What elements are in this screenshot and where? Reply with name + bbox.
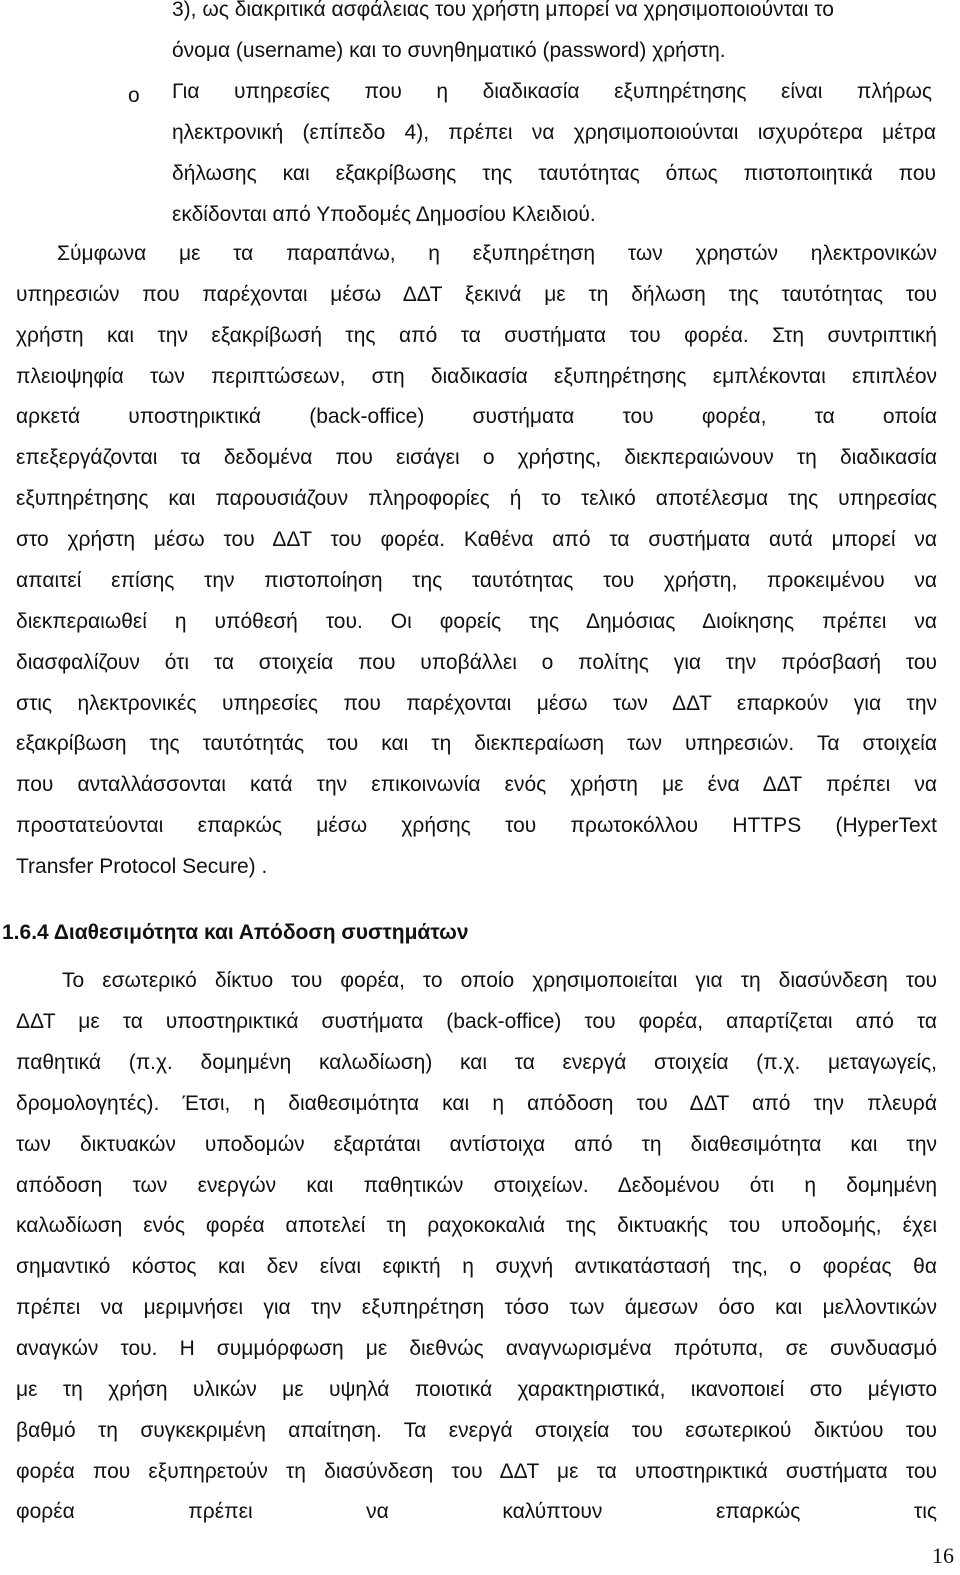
text-line: υπηρεσιών που παρέχονται μέσω ΔΔΤ ξεκινά με τη δήλωση της ταυτότητας του [16, 283, 937, 306]
section-heading: 1.6.4 Διαθεσιμότητα και Απόδοση συστημάτων [2, 921, 469, 944]
text-line: απόδοση των ενεργών και παθητικών στοιχείων. Δεδομένου ότι η δομημένη [16, 1174, 937, 1197]
text-line: χρήστη και την εξακρίβωσή της από τα συστήματα του φορέα. Στη συντριπτική [16, 324, 937, 347]
text-line: φορέα που εξυπηρετούν τη διασύνδεση του ΔΔΤ με τα υποστηρικτικά συστήματα του [16, 1460, 937, 1483]
text-line: καλωδίωση ενός φορέα αποτελεί τη ραχοκοκαλιά της δικτυακής του υποδομής, έχει [16, 1214, 937, 1237]
page-number: 16 [932, 1543, 954, 1568]
text-line: με τη χρήση υλικών με υψηλά ποιοτικά χαρακτηριστικά, ικανοποιεί στο μέγιστο [16, 1378, 937, 1401]
text-line: διεκπεραιωθεί η υπόθεσή του. Οι φορείς της Δημόσιας Διοίκησης πρέπει να [16, 610, 937, 633]
text-line: Το εσωτερικό δίκτυο του φορέα, το οποίο χρησιμοποιείται για τη διασύνδεση του [62, 969, 937, 992]
text-line: ηλεκτρονική (επίπεδο 4), πρέπει να χρησιμοποιούνται ισχυρότερα μέτρα [172, 121, 936, 144]
text-line: εκδίδονται από Υποδομές Δημοσίου Κλειδιού. [172, 203, 596, 226]
text-line: των δικτυακών υποδομών εξαρτάται αντίστοιχα από τη διαθεσιμότητα και την [16, 1133, 937, 1156]
text-line: πλειοψηφία των περιπτώσεων, στη διαδικασία εξυπηρέτησης εμπλέκονται επιπλέον [16, 365, 937, 388]
text-line: φορέα πρέπει να καλύπτουν επαρκώς τις [16, 1500, 937, 1523]
text-line: στο χρήστη μέσω του ΔΔΤ του φορέα. Καθένα από τα συστήματα αυτά μπορεί να [16, 528, 937, 551]
bullet-marker: o [128, 84, 140, 107]
text-line: παθητικά (π.χ. δομημένη καλωδίωση) και τα ενεργά στοιχεία (π.χ. μεταγωγείς, [16, 1051, 937, 1074]
text-line: στις ηλεκτρονικές υπηρεσίες που παρέχονται μέσω των ΔΔΤ επαρκούν για την [16, 692, 937, 715]
text-line: ΔΔΤ με τα υποστηρικτικά συστήματα (back-office) του φορέα, απαρτίζεται από τα [16, 1010, 937, 1033]
text-line: Transfer Protocol Secure) . [16, 855, 268, 878]
text-line: όνομα (username) και το συνηθηματικό (password) χρήστη. [172, 39, 726, 62]
text-line: απαιτεί επίσης την πιστοποίηση της ταυτότητας του χρήστη, προκειμένου να [16, 569, 937, 592]
text-line: που ανταλλάσσονται κατά την επικοινωνία ενός χρήστη με ένα ΔΔΤ πρέπει να [16, 773, 937, 796]
text-line: Σύμφωνα με τα παραπάνω, η εξυπηρέτηση των χρηστών ηλεκτρονικών [57, 242, 937, 265]
text-line: επεξεργάζονται τα δεδομένα που εισάγει ο χρήστης, διεκπεραιώνουν τη διαδικασία [16, 446, 937, 469]
text-line: 3), ως διακριτικά ασφάλειας του χρήστη μπορεί να χρησιμοποιούνται το [172, 0, 834, 21]
text-line: σημαντικό κόστος και δεν είναι εφικτή η συχνή αντικατάστασή της, ο φορέας θα [16, 1255, 937, 1278]
text-line: αρκετά υποστηρικτικά (back-office) συστήματα του φορέα, τα οποία [16, 405, 937, 428]
text-line: πρέπει να μεριμνήσει για την εξυπηρέτηση τόσο των άμεσων όσο και μελλοντικών [16, 1296, 937, 1319]
text-line: εξακρίβωση της ταυτότητάς του και τη διεκπεραίωση των υπηρεσιών. Τα στοιχεία [16, 732, 937, 755]
text-line: Για υπηρεσίες που η διαδικασία εξυπηρέτησης είναι πλήρως [172, 80, 932, 103]
text-line: βαθμό τη συγκεκριμένη απαίτηση. Τα ενεργά στοιχεία του εσωτερικού δικτύου του [16, 1419, 937, 1442]
text-line: δρομολογητές). Έτσι, η διαθεσιμότητα και η απόδοση του ΔΔΤ από την πλευρά [16, 1092, 937, 1115]
text-line: προστατεύονται επαρκώς μέσω χρήσης του πρωτοκόλλου HTTPS (HyperText [16, 814, 937, 837]
text-line: δήλωσης και εξακρίβωσης της ταυτότητας όπως πιστοποιητικά που [172, 162, 936, 185]
text-line: αναγκών του. Η συμμόρφωση με διεθνώς αναγνωρισμένα πρότυπα, σε συνδυασμό [16, 1337, 937, 1360]
text-line: διασφαλίζουν ότι τα στοιχεία που υποβάλλει ο πολίτης για την πρόσβασή του [16, 651, 937, 674]
text-line: εξυπηρέτησης και παρουσιάζουν πληροφορίες ή το τελικό αποτέλεσμα της υπηρεσίας [16, 487, 937, 510]
